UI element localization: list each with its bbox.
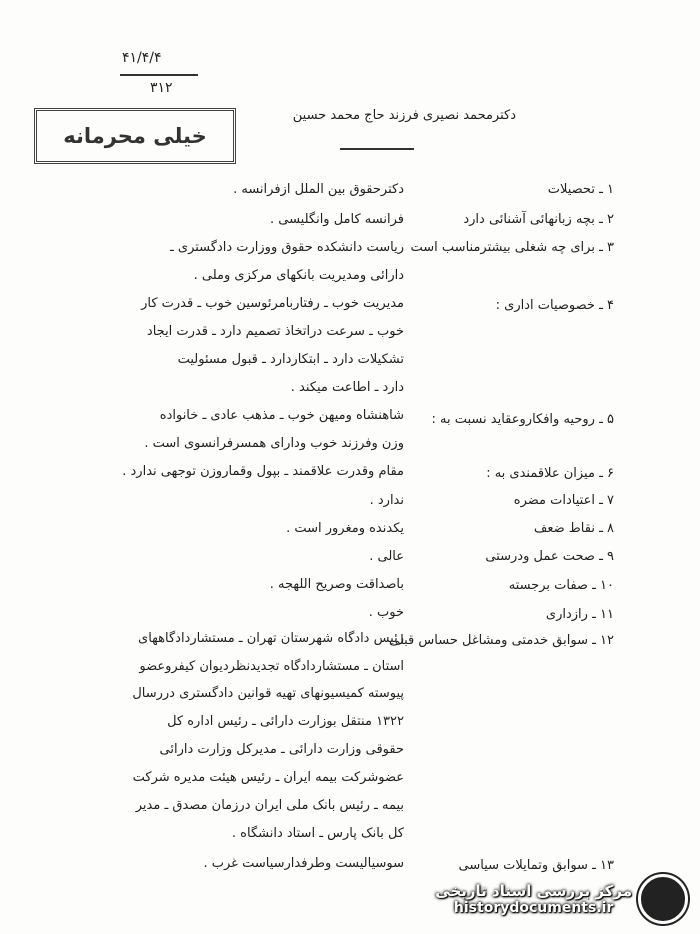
stamp-text: خیلی محرمانه [63, 124, 207, 148]
form-item-label: ۸ ـ نقاط ضعف [533, 521, 614, 536]
form-item-label: ۱۲ ـ سوابق خدمتی ومشاغل حساس قبلی [388, 633, 614, 648]
form-item-label: ۳ ـ برای چه شغلی بیشترمناسب است [410, 240, 614, 255]
form-value-line: شاهنشاه ومیهن خوب ـ مذهب عادی ـ خانواده [159, 408, 404, 423]
date-underline [120, 74, 198, 76]
form-value-line: استان ـ مستشاردادگاه تجدیدنظردیوان کیفروعضو [139, 659, 404, 674]
form-value-line: ریاست دانشکده حقوق ووزارت دادگستری ـ [169, 240, 404, 255]
form-value-line: مدیریت خوب ـ رفتاربامرئوسین خوب ـ قدرت کار [141, 296, 404, 311]
form-item-label: ۹ ـ صحت عمل ودرستی [485, 549, 614, 564]
title-underline [340, 148, 414, 150]
form-item-label: ۱۳ ـ سوابق وتمایلات سیاسی [458, 858, 614, 873]
form-value-line: ندارد . [369, 493, 404, 508]
archive-logo-icon [638, 874, 688, 924]
document-number: ۳۱۲ [150, 80, 173, 96]
form-value-line: تشکیلات دارد ـ ابتکاردارد ـ قبول مسئولیت [177, 352, 404, 367]
logo-title: مرکز بررسی اسناد تاریخی [435, 882, 632, 900]
form-value-line: حقوقی وزارت دارائی ـ مدیرکل وزارت دارائی [159, 742, 404, 757]
form-item-label: ۲ ـ بچه زبانهائی آشنائی دارد [463, 212, 614, 227]
form-value-line: وزن وفرزند خوب ودارای همسرفرانسوی است . [144, 436, 404, 451]
form-value-line: دکترحقوق بین الملل ازفرانسه . [233, 182, 404, 197]
form-item-label: ۶ ـ میزان علاقمندی به : [486, 466, 614, 481]
form-value-line: باصداقت وصریح اللهجه . [269, 577, 404, 592]
form-value-line: عضوشرکت بیمه ایران ـ رئیس هیئت مدیره شرکت [132, 770, 404, 785]
form-value-line: سوسیالیست وطرفدارسیاست غرب . [203, 856, 404, 871]
form-value-line: یکدنده ومغرور است . [286, 521, 404, 536]
form-value-line: خوب ـ سرعت دراتخاذ تصمیم دارد ـ قدرت ایجاد [146, 324, 404, 339]
watermark-logo [435, 874, 688, 924]
form-value-line: مقام وقدرت علاقمند ـ بپول وقماروزن توجهی ندارد . [122, 464, 404, 479]
form-item-label: ۵ ـ روحیه وافکاروعقاید نسبت به : [431, 412, 614, 427]
form-item-label: ۷ ـ اعتیادات مضره [513, 493, 614, 508]
form-item-label: ۱۱ ـ رازداری [545, 607, 614, 622]
logo-url: historydocuments.ir [453, 900, 614, 916]
subject-name: دکترمحمد نصیری فرزند حاج محمد حسین [292, 108, 516, 123]
classification-stamp [34, 108, 236, 164]
form-item-label: ۱ ـ تحصیلات [547, 182, 614, 197]
form-value-line: خوب . [368, 605, 404, 620]
form-value-line: کل بانک پارس ـ استاد دانشگاه . [231, 826, 404, 841]
form-value-line: ۱۳۲۲ منتقل بوزارت دارائی ـ رئیس اداره کل [167, 714, 404, 729]
form-value-line: فرانسه کامل وانگلیسی . [269, 212, 404, 227]
document-date: ۴۱/۴/۴ [122, 50, 162, 66]
form-value-line: عالی . [369, 549, 404, 564]
form-item-label: ۱۰ ـ صفات برجسته [508, 578, 614, 593]
form-value-line: دارد ـ اطاعت میکند . [290, 380, 404, 395]
form-value-line: پیوسته کمیسیونهای تهیه قوانین دادگستری دررسال [132, 686, 404, 701]
form-value-line: رئیس دادگاه شهرستان تهران ـ مستشاردادگاههای [138, 631, 404, 646]
form-item-label: ۴ ـ خصوصیات اداری : [495, 298, 614, 313]
form-value-line: بیمه ـ رئیس بانک ملی ایران درزمان مصدق ـ مدیر [135, 798, 404, 813]
form-value-line: دارائی ومدیریت بانکهای مرکزی وملی . [193, 268, 404, 283]
